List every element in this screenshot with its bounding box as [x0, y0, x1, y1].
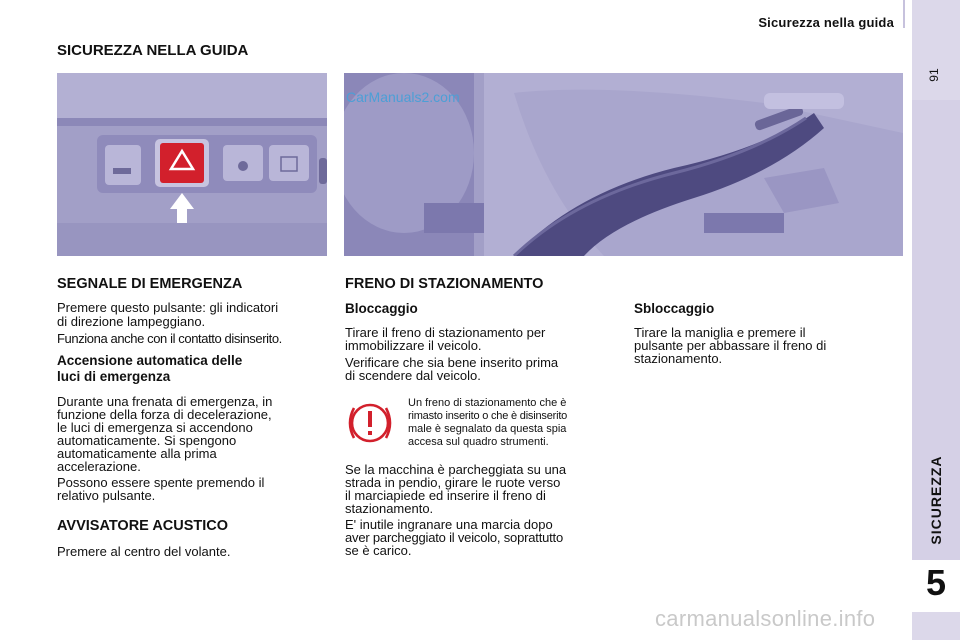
auto-hazard-text-line: Durante una frenata di emergenza, in	[57, 394, 273, 409]
hazard-button-photo	[57, 73, 327, 256]
auto-hazard-text-line: automaticamente. Si spengono	[57, 433, 237, 448]
lock-heading: Bloccaggio	[345, 301, 418, 316]
auto-hazard-text-line: relativo pulsante.	[57, 488, 156, 503]
slope-text-line: stazionamento.	[345, 501, 434, 516]
warning-text-line: rimasto inserito o che è disinserito	[408, 410, 568, 422]
slope-text-line: E' inutile ingranare una marcia dopo	[345, 517, 553, 532]
unlock-text-line: pulsante per abbassare il freno di	[634, 338, 827, 353]
unlock-heading: Sbloccaggio	[634, 301, 715, 316]
parking-brake-heading: FRENO DI STAZIONAMENTO	[345, 276, 544, 292]
horn-text: Premere al centro del volante.	[57, 544, 231, 559]
lock-text-line: Verificare che sia bene inserito prima	[345, 355, 559, 370]
auto-hazard-text-line: le luci di emergenza si accendono	[57, 420, 253, 435]
header-divider	[903, 0, 905, 28]
parking-brake-warning-icon	[346, 396, 394, 450]
hazard-warning-button-icon	[57, 73, 327, 256]
emergency-text-line: Premere questo pulsante: gli indicatori	[57, 300, 279, 315]
lock-text-line: immobilizzare il veicolo.	[345, 338, 482, 353]
auto-hazard-text-line: accelerazione.	[57, 459, 141, 474]
watermark-bottom[interactable]: carmanualsonline.info	[655, 606, 876, 631]
page-title: SICUREZZA NELLA GUIDA	[57, 42, 249, 59]
slope-text-line: se è carico.	[345, 543, 412, 558]
slope-text-line: strada in pendio, girare le ruote verso	[345, 475, 561, 490]
emergency-heading: SEGNALE DI EMERGENZA	[57, 276, 243, 292]
warning-text-line: Un freno di stazionamento che è	[408, 397, 567, 409]
running-header: Sicurezza nella guida	[758, 15, 894, 30]
lock-text-line: Tirare il freno di stazionamento per	[345, 325, 546, 340]
horn-heading: AVVISATORE ACUSTICO	[57, 518, 229, 534]
slope-text-line: aver parcheggiato il veicolo, soprattutto	[345, 530, 563, 545]
emergency-text-line: di direzione lampeggiano.	[57, 314, 206, 329]
unlock-text-line: Tirare la maniglia e premere il	[634, 325, 806, 340]
page-number: 91	[927, 68, 941, 82]
unlock-text-line: stazionamento.	[634, 351, 723, 366]
emergency-note: Funziona anche con il contatto disinserito.	[57, 331, 282, 346]
chapter-number: 5	[925, 562, 947, 603]
lock-text-line: di scendere dal veicolo.	[345, 368, 481, 383]
watermark-top[interactable]: CarManuals2.com	[346, 89, 460, 105]
warning-text-line: accesa sul quadro strumenti.	[408, 436, 549, 448]
chapter-label: SICUREZZA	[928, 455, 944, 545]
auto-hazard-text-line: Possono essere spente premendo il	[57, 475, 265, 490]
warning-text-line: male è segnalato da questa spia	[408, 423, 567, 435]
slope-text-line: Se la macchina è parcheggiata su una	[345, 462, 567, 477]
slope-text-line: il marciapiede ed inserire il freno di	[345, 488, 546, 503]
auto-hazard-text-line: funzione della forza di decelerazione,	[57, 407, 272, 422]
auto-hazard-heading-line: Accensione automatica delle	[57, 353, 243, 368]
auto-hazard-text-line: automaticamente alla prima	[57, 446, 217, 461]
auto-hazard-heading-line: luci di emergenza	[57, 369, 171, 384]
